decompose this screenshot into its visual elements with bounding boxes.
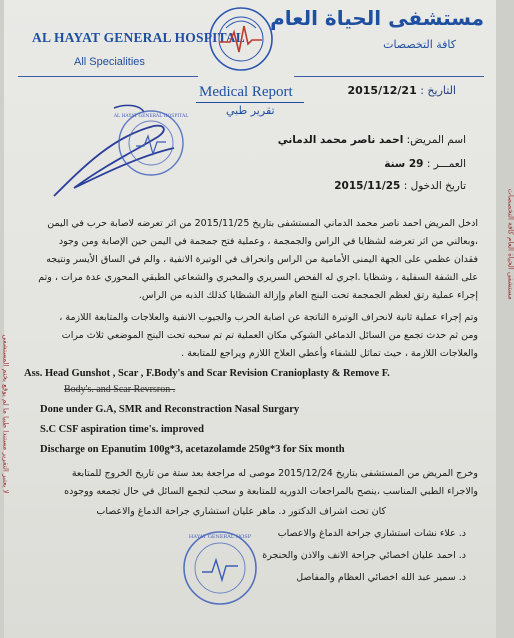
discharge-line: والاجراء الطبي المناسب ،ينصح بالمراجعات الدوريه للمتابعة و سحب لتجمع السائل في حال تجمعه ووجوده <box>64 486 478 497</box>
doctor-line: د. علاء نشات استشاري جراحة الدماغ والاعصاب <box>277 528 466 539</box>
csf-aspiration-line: S.C CSF aspiration time's. improved <box>40 424 204 435</box>
narrative-line: ،وبعالني من اثر تعرضه لشظايا في الراس والجمجمة ، وعملية فتح جمجمة في اليمن حين الإصابة ومن وجود <box>58 236 478 247</box>
patient-name-label: اسم المريض: <box>406 134 466 146</box>
header-divider-left <box>18 76 198 77</box>
hospital-stamp-bottom <box>180 528 260 608</box>
narrative-line: إجراء عملية رتق لعظم الجمجمة تحت البنج العام وإزالة الشظايا كذلك الذبه من الراس. <box>138 290 478 301</box>
specialities-english: All Specialities <box>74 56 145 68</box>
narrative-line: ومن ثم حدث تجمع من السائل الدماغي الشوكي مكان العملية تم تم سحبه تحت البنج الموضعي ثلاث مرات <box>61 330 478 341</box>
patient-age-label: العمـــر : <box>426 158 466 170</box>
doctor-line: د. احمد عليان اخصائي جراحة الانف والاذن والحنجرة <box>262 550 466 561</box>
procedure-line: Done under G.A, SMR and Reconstraction Nasal Surgary <box>40 404 300 415</box>
report-date <box>347 84 456 97</box>
left-margin-note: لا يعتبر التقرير مستندا طبيا ما لم يوقع بختم المستشفى <box>1 334 10 494</box>
report-title: Medical Report <box>199 84 293 100</box>
admission-date-value: 2015/11/25 <box>334 180 401 192</box>
hospital-stamp-top <box>113 108 189 178</box>
hospital-logo-icon <box>206 4 276 74</box>
patient-name-value: احمد ناصر محمد الدماني <box>277 134 404 146</box>
medical-report-page <box>1 0 514 638</box>
narrative-line: فقدان عظمي على الجهة اليمنى الأمامية من الراس وانحراف في الوتيرة الانفية ، والم في الساق الأيسر ونتيجه <box>46 254 478 265</box>
discharge-line: وخرج المريض من المستشفى بتاريخ 2015/12/24 موصى له مراجعة بعد ستة من تاريخ الخروج للمتابعة <box>71 468 478 479</box>
narrative-line: والعلاجات اللازمة ، حيث تماثل للشفاء وأعطي العلاج اللازم ويراجع للمتابعة . <box>181 348 478 359</box>
stamp-bottom-text: HAYAT GENERAL HOSP <box>188 534 252 540</box>
patient-name-row <box>278 134 466 146</box>
admission-date-label: تاريخ الدخول : <box>403 180 466 192</box>
patient-age-row <box>384 158 466 170</box>
diagnosis-line-2: Body's. and Scar Revrsron . <box>64 384 176 395</box>
discharge-medication-line: Discharge on Epanutim 100g*3, acetazolamde 250g*3 for Six month <box>40 444 345 455</box>
specialities-arabic: كافة التخصصات <box>383 38 456 51</box>
admission-date-row <box>334 180 466 192</box>
supervisor-line: كان تحت اشراف الدكتور د. ماهر عليان استشاري جراحة الدماغ والاعصاب <box>96 506 386 517</box>
report-title-underline <box>196 102 304 103</box>
report-title-arabic: تقرير طبي <box>226 104 275 117</box>
hospital-name-english: AL HAYAT GENERAL HOSPITAL <box>32 30 245 45</box>
diagnosis-line-1: Ass. Head Gunshot , Scar , F.Body's and Scar Revision Cranioplasty & Remove F. <box>24 368 390 379</box>
date-value: 2015/12/21 <box>347 84 417 97</box>
narrative-line: وتم إجراء عملية ثانية لانحراف الوتيرة الناتجة عن اصابة الحرب والجيوب الانفية والعلاجات والمتابعة اللازمة ، <box>59 312 478 323</box>
header-divider-right <box>294 76 484 77</box>
narrative-line: على الشفة السفلية ، وشظايا .اجري له الفحص السريري والمخبري والشعاعي الطبقي المحوري عدة مرات ، وتم <box>38 272 478 283</box>
doctor-line: د. سمير عبد الله اخصائي العظام والمفاصل <box>296 572 466 583</box>
hospital-name-arabic: مستشفى الحياة العام <box>270 6 484 30</box>
stamp-top-text: AL HAYAT GENERAL HOSPITAL <box>113 114 189 119</box>
narrative-line: ادخل المريض احمد ناصر محمد الدماني المستشفى بتاريخ 2015/11/25 من اثر تعرضه لاصابة حرب في اليمن <box>47 218 478 229</box>
patient-age-value: 29 سنة <box>384 158 424 170</box>
right-margin-note: مستشفى الحياة العام كافة التخصصات <box>506 188 514 300</box>
date-label: التاريخ : <box>420 84 456 97</box>
